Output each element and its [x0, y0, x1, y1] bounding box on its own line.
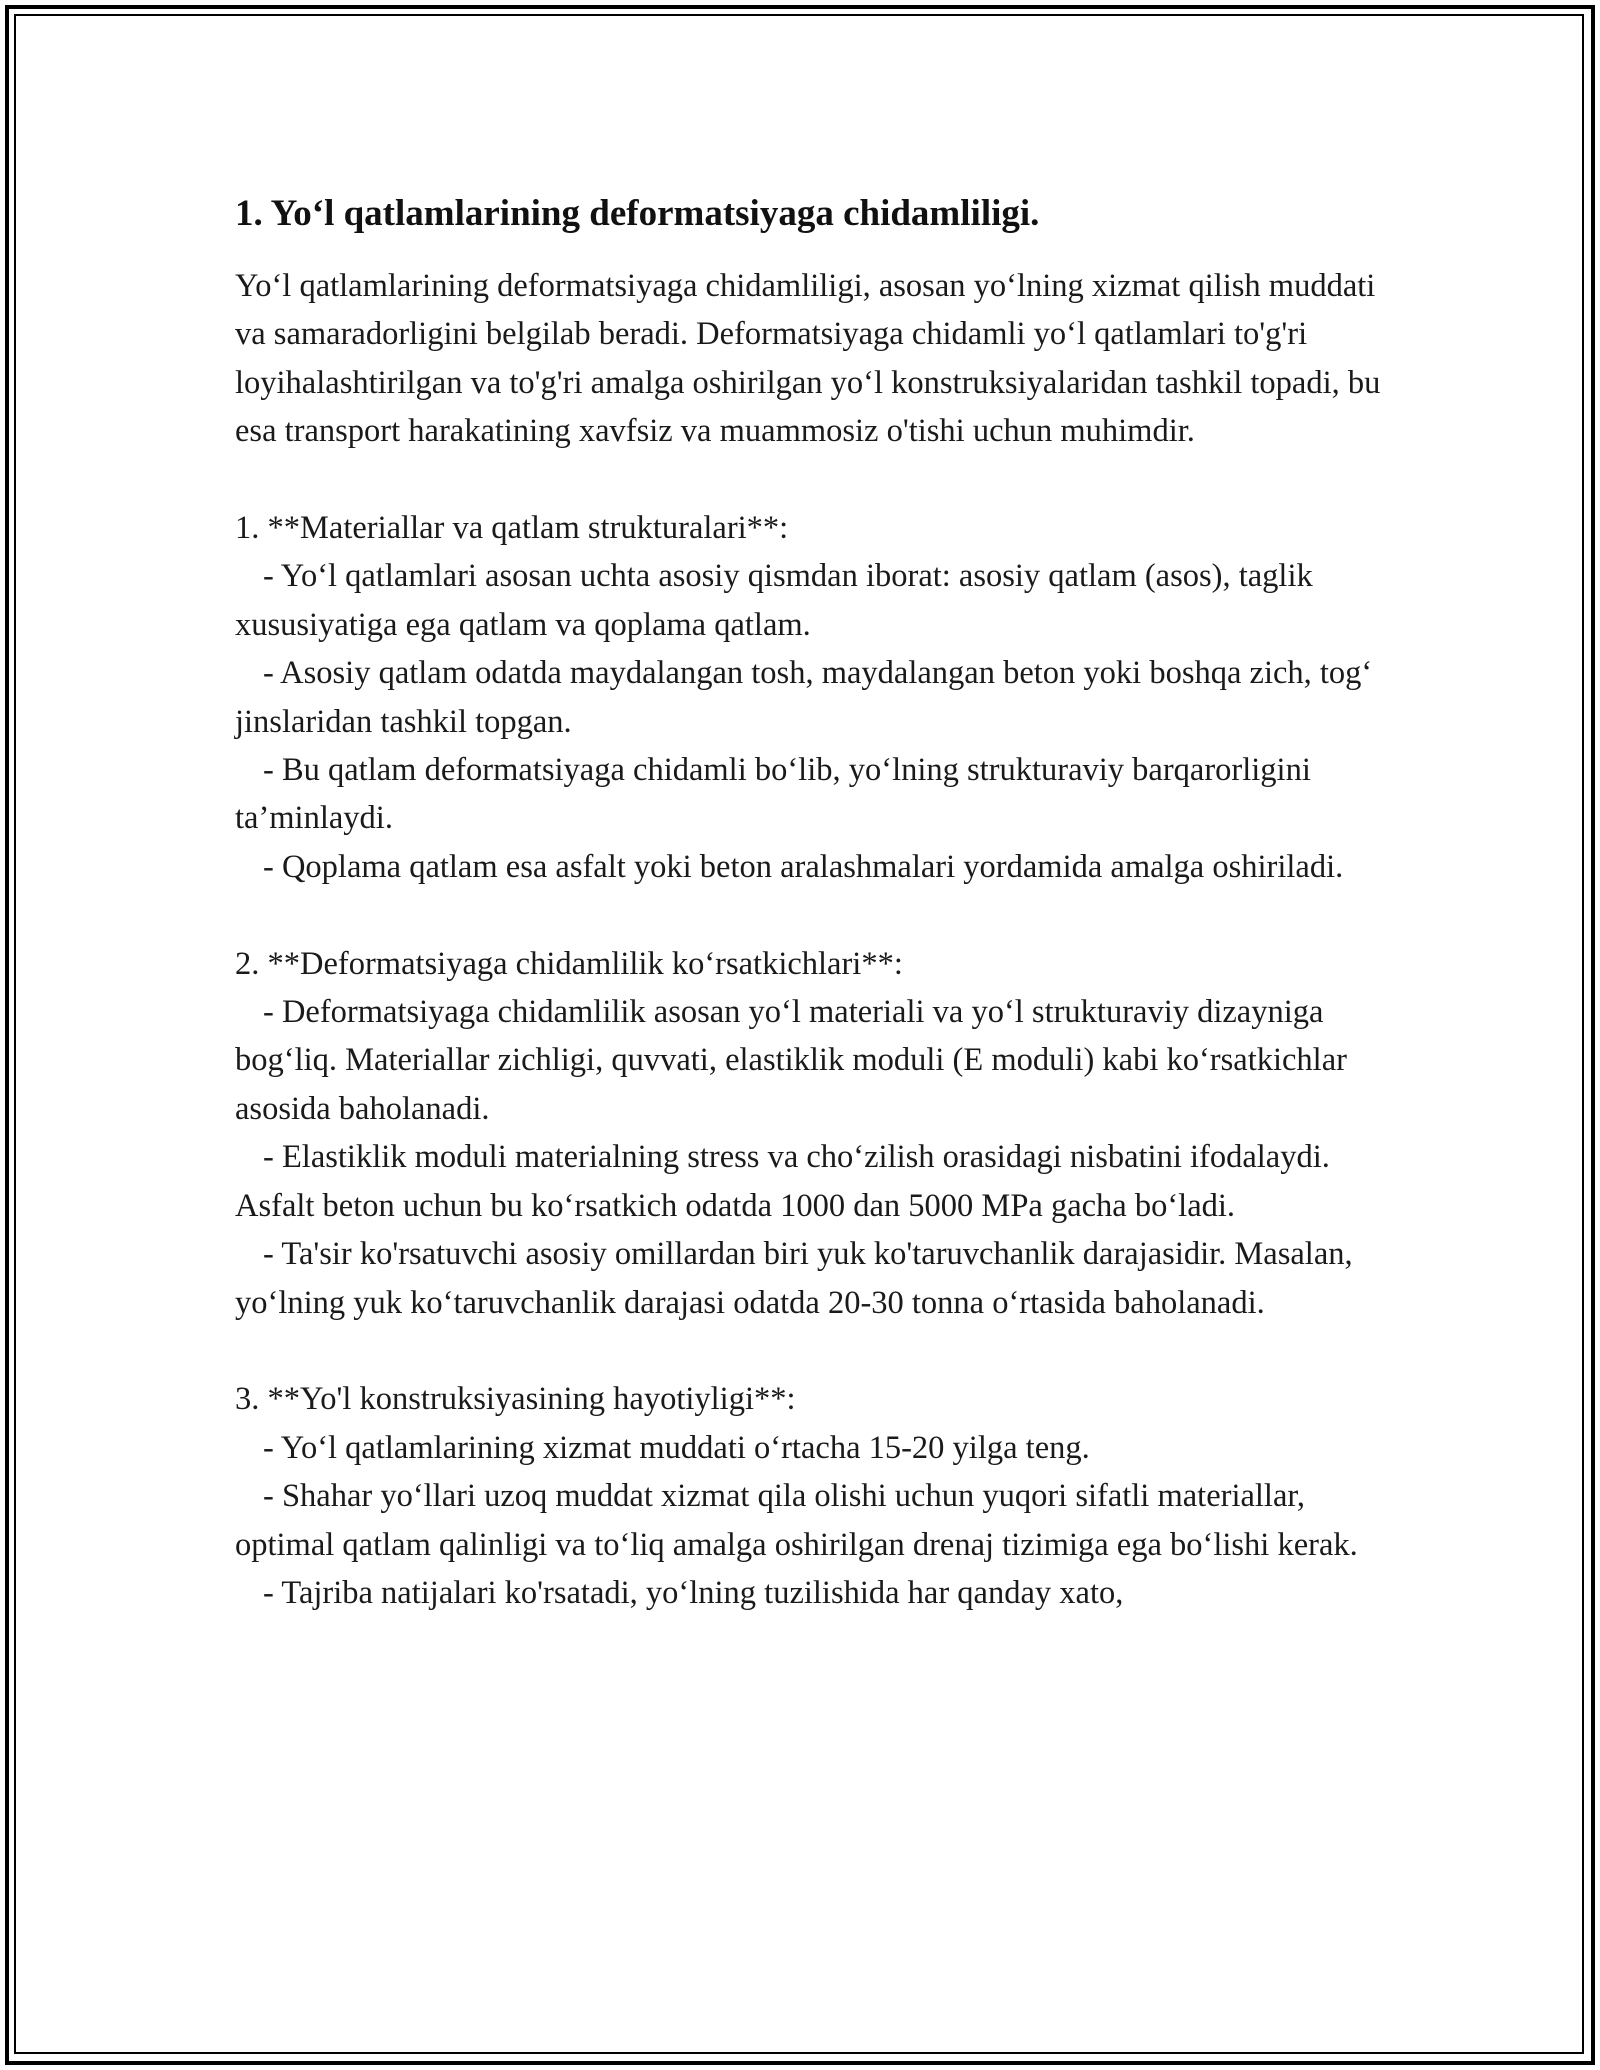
bullet-item: - Elastiklik moduli materialning stress va cho‘zilish orasidagi nisbatini ifodalaydi. Asfalt beton uchun bu ko‘rsatkich odatda 1000 dan 5000 MPa gacha bo‘ladi. — [235, 1139, 1330, 1224]
bullet-item: - Asosiy qatlam odatda maydalangan tosh, maydalangan beton yoki boshqa zich, tog‘ jinslaridan tashkil topgan. — [235, 655, 1373, 740]
section-title: 1. **Materiallar va qatlam strukturalari**: — [235, 510, 789, 547]
document-heading: 1. Yo‘l qatlamlarining deformatsiyaga chidamliligi. — [235, 193, 1040, 234]
bullet-item: - Qoplama qatlam esa asfalt yoki beton aralashmalari yordamida amalga oshiriladi. — [263, 848, 1344, 885]
bullet-item: - Yo‘l qatlamlarining xizmat muddati o‘rtacha 15-20 yilga teng. — [263, 1429, 1090, 1466]
bullet-item: - Yo‘l qatlamlari asosan uchta asosiy qismdan iborat: asosiy qatlam (asos), taglik xususiyatiga ega qatlam va qoplama qatlam. — [235, 558, 1313, 643]
section-materials — [235, 504, 1410, 891]
bullet-item: - Ta'sir ko'rsatuvchi asosiy omillardan biri yuk ko'taruvchanlik darajasidir. Masalan, yo‘lning yuk ko‘taruvchanlik darajasi odatda 20-30 tonna o‘rtasida baholanadi. — [235, 1236, 1353, 1321]
bullet-item: - Tajriba natijalari ko'rsatadi, yo‘lning tuzilishida har qanday xato, — [263, 1574, 1124, 1611]
intro-paragraph: Yo‘l qatlamlarining deformatsiyaga chidamliligi, asosan yo‘lning xizmat qilish muddati va samaradorligini belgilab beradi. Deformatsiyaga chidamli yo‘l qatlamlari to'g'ri loyihalashtirilgan va to'g'ri amalga oshirilgan yo‘l konstruksiyalaridan tashkil topadi, bu esa transport harakatining xavfsiz va muammosiz o'tishi uchun muhimdir. — [235, 268, 1381, 450]
section-durability — [235, 1375, 1410, 1617]
section-title: 3. **Yo'l konstruksiyasining hayotiyligi**: — [235, 1381, 796, 1418]
document-page — [235, 186, 1410, 1666]
bullet-item: - Shahar yo‘llari uzoq muddat xizmat qila olishi uchun yuqori sifatli materiallar, optimal qatlam qalinligi va to‘liq amalga oshirilgan drenaj tizimiga ega bo‘lishi kerak. — [235, 1478, 1358, 1563]
section-indicators — [235, 940, 1410, 1327]
bullet-item: - Bu qatlam deformatsiyaga chidamli bo‘lib, yo‘lning strukturaviy barqarorligini ta’minlaydi. — [235, 752, 1311, 837]
bullet-item: - Deformatsiyaga chidamlilik asosan yo‘l materiali va yo‘l strukturaviy dizayniga bog‘liq. Materiallar zichligi, quvvati, elastiklik moduli (E moduli) kabi ko‘rsatkichlar asosida baholanadi. — [235, 994, 1347, 1127]
section-title: 2. **Deformatsiyaga chidamlilik ko‘rsatkichlari**: — [235, 945, 903, 982]
